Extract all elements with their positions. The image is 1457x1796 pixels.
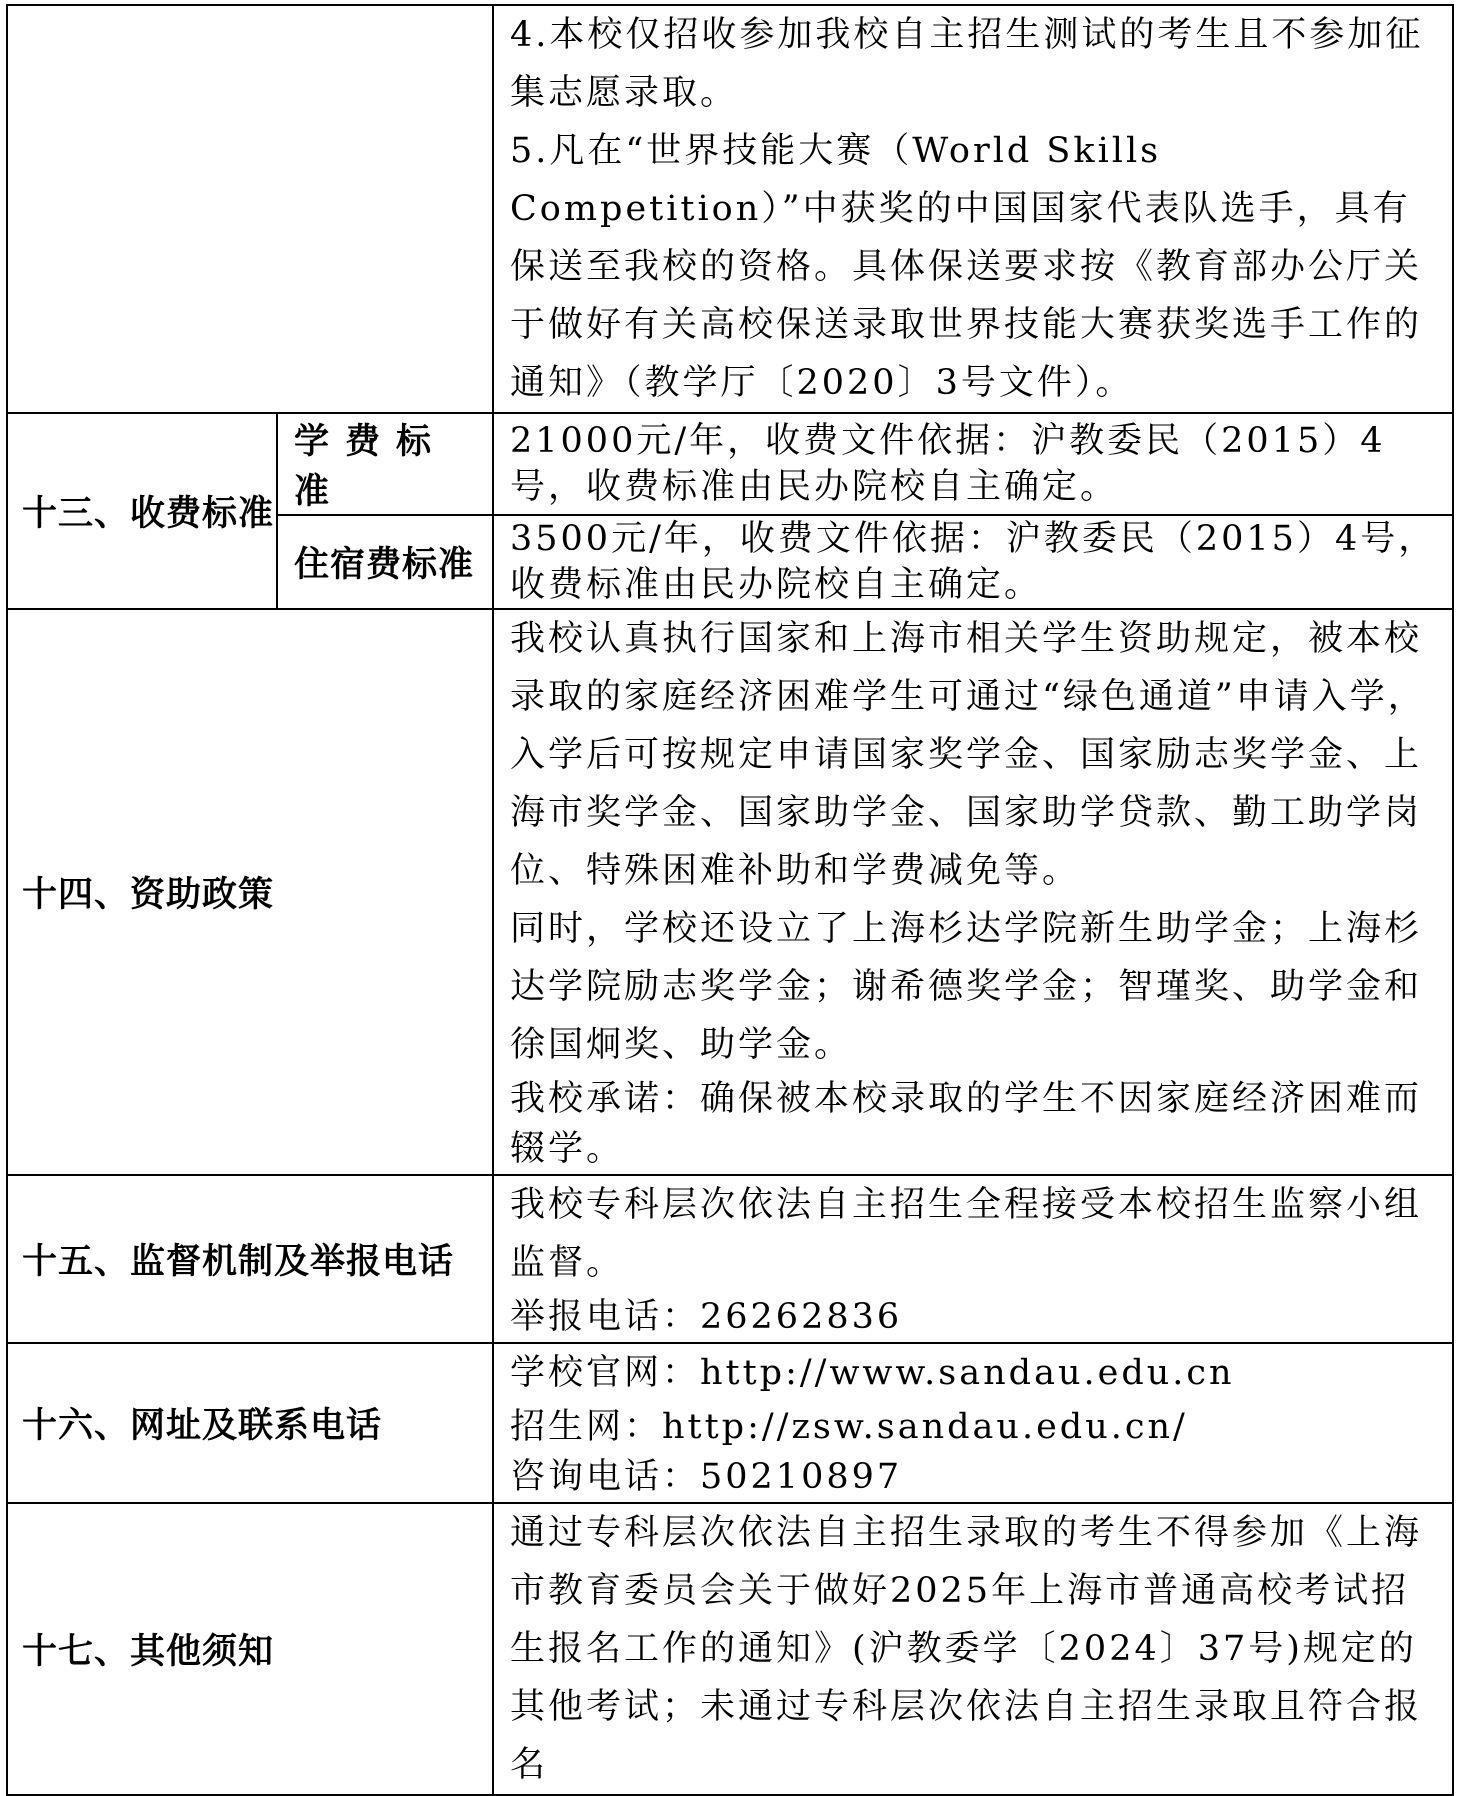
aid-paragraph-3: 我校承诺：确保被本校录取的学生不因家庭经济困难而辍学。 xyxy=(510,1079,1423,1169)
consult-phone: 咨询电话：50210897 xyxy=(510,1457,903,1497)
table-row xyxy=(7,5,1453,413)
empty-label-cell xyxy=(7,5,493,413)
tuition-standard-text: 21000元/年，收费文件依据：沪教委民（2015）4号，收费标准由民办院校自主确定。 xyxy=(493,413,1453,515)
other-notes-label: 十七、其他须知 xyxy=(7,1503,493,1795)
aid-paragraph-1: 我校认真执行国家和上海市相关学生资助规定，被本校录取的家庭经济困难学生可通过“绿色通道”申请入学，入学后可按规定申请国家奖学金、国家励志奖学金、上海市奖学金、国家助学金、国家助学贷款、勤工助学岗位、特殊困难补助和学费减免等。 xyxy=(510,619,1426,891)
rule-5-text: 5.凡在“世界技能大赛（World Skills Competition）”中获奖的中国国家代表队选手，具有保送至我校的资格。具体保送要求按《教育部办公厅关于做好有关高校保送录取世界技能大赛获奖选手工作的通知》（教学厅〔2020〕3号文件）。 xyxy=(510,131,1423,403)
admission-rules-continued xyxy=(493,5,1453,413)
supervision-text: 我校专科层次依法自主招生全程接受本校招生监察小组监督。 举报电话：26262836 xyxy=(493,1175,1453,1343)
admissions-website-line: 招生网：http://zsw.sandau.edu.cn/ xyxy=(510,1407,1188,1447)
supervision-label: 十五、监督机制及举报电话 xyxy=(7,1175,493,1343)
aid-paragraph-2: 同时，学校还设立了上海杉达学院新生助学金；上海杉达学院励志奖学金；谢希德奖学金；智瑾奖、助学金和徐国炯奖、助学金。 xyxy=(510,909,1423,1065)
report-phone: 举报电话：26262836 xyxy=(510,1297,903,1337)
table-row xyxy=(7,1175,1453,1343)
table-row xyxy=(7,609,1453,1175)
table-row xyxy=(7,1343,1453,1503)
financial-aid-text xyxy=(493,609,1453,1175)
financial-aid-label: 十四、资助政策 xyxy=(7,609,493,1175)
other-notes-text: 通过专科层次依法自主招生录取的考生不得参加《上海市教育委员会关于做好2025年上海市普通高校考试招生报名工作的通知》(沪教委学〔2024〕37号)规定的其他考试；未通过专科层次依法自主招生录取且符合报名 xyxy=(493,1503,1453,1795)
fee-standard-label: 十三、收费标准 xyxy=(7,413,277,609)
dorm-fee-text: 3500元/年，收费文件依据：沪教委民（2015）4号，收费标准由民办院校自主确定。 xyxy=(493,515,1453,609)
rule-4-text: 4.本校仅招收参加我校自主招生测试的考生且不参加征集志愿录取。 xyxy=(510,15,1424,113)
dorm-fee-label: 住宿费标准 xyxy=(277,515,493,609)
admissions-info-table xyxy=(6,4,1454,1796)
school-website-line: 学校官网：http://www.sandau.edu.cn xyxy=(510,1353,1235,1393)
tuition-standard-label: 学费标准 xyxy=(277,413,493,515)
table-row xyxy=(7,413,1453,515)
table-row xyxy=(7,1503,1453,1795)
contact-text xyxy=(493,1343,1453,1503)
contact-label: 十六、网址及联系电话 xyxy=(7,1343,493,1503)
